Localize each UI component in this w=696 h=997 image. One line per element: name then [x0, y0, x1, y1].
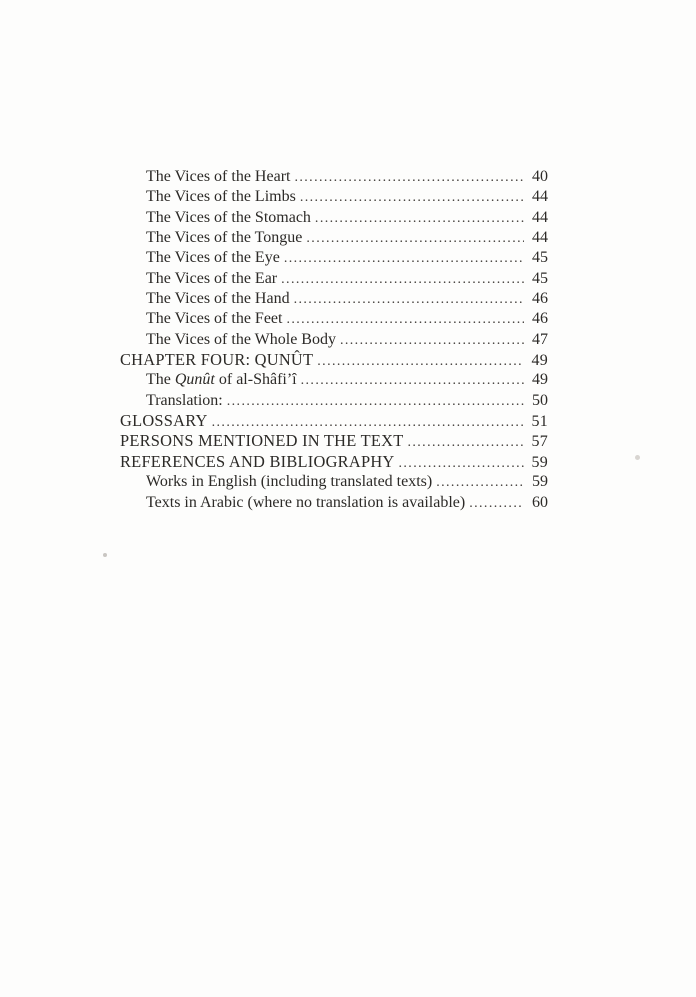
toc-leader-dots	[317, 352, 524, 372]
toc-entry-label: The Qunût of al-Shâfi’î	[146, 371, 297, 389]
toc-entry-label: The Vices of the Eye	[146, 249, 280, 267]
toc-page-number: 59	[531, 453, 548, 471]
toc-entry-label: Works in English (including translated texts)	[146, 473, 433, 491]
toc-entry	[120, 391, 548, 411]
toc-page-number: 47	[532, 330, 548, 348]
toc-leader-dots	[300, 188, 524, 208]
toc-entry-label: The Vices of the Hand	[146, 290, 290, 308]
toc-entry	[120, 269, 548, 289]
toc-leader-dots	[281, 270, 524, 290]
toc-leader-dots	[294, 290, 524, 310]
toc-page-number: 45	[532, 249, 548, 267]
toc-entry-label: The Vices of the Stomach	[146, 208, 311, 226]
toc-entry-label: The Vices of the Feet	[146, 310, 283, 328]
toc-entry	[120, 309, 548, 329]
toc-entry-label: The Vices of the Whole Body	[146, 330, 336, 348]
toc-entry-label: Texts in Arabic (where no translation is available)	[146, 493, 466, 511]
toc-page-number: 44	[532, 229, 548, 247]
toc-entry-label: REFERENCES AND BIBLIOGRAPHY	[120, 451, 395, 471]
toc-page-number: 50	[532, 391, 548, 409]
toc-leader-dots	[399, 454, 525, 474]
toc-leader-dots	[407, 433, 524, 453]
toc-page-number: 45	[532, 269, 548, 287]
toc-page-number: 49	[531, 352, 548, 370]
toc-entry	[120, 452, 548, 472]
toc-entry	[120, 330, 548, 350]
toc-leader-dots	[340, 331, 524, 351]
toc-entry-label: The Vices of the Ear	[146, 269, 278, 287]
toc-page-number: 46	[532, 310, 548, 328]
toc-leader-dots	[436, 473, 524, 493]
toc-entry-label: CHAPTER FOUR: QUNÛT	[120, 350, 314, 370]
toc-page-number: 59	[532, 473, 548, 491]
toc-entry	[120, 289, 548, 309]
toc-leader-dots	[294, 168, 524, 188]
toc-entry	[120, 187, 548, 207]
toc-entry-label: The Vices of the Limbs	[146, 188, 296, 206]
toc-page-number: 49	[532, 371, 548, 389]
toc-entry	[120, 248, 548, 268]
toc-leader-dots	[286, 310, 524, 330]
toc-entry-label: The Vices of the Tongue	[146, 229, 303, 247]
toc-page-number: 46	[532, 290, 548, 308]
toc-entry	[120, 472, 548, 492]
table-of-contents	[120, 167, 548, 513]
toc-page-number: 60	[532, 493, 548, 511]
scan-speck	[635, 455, 640, 460]
toc-leader-dots	[212, 413, 524, 433]
toc-leader-dots	[227, 392, 524, 412]
toc-page-number: 44	[532, 208, 548, 226]
toc-page-number: 40	[532, 168, 548, 185]
toc-leader-dots	[284, 249, 524, 269]
toc-entry	[120, 350, 548, 370]
toc-entry-label: The Vices of the Heart	[146, 168, 291, 185]
toc-entry-label: PERSONS MENTIONED IN THE TEXT	[120, 431, 404, 451]
toc-entry	[120, 370, 548, 390]
toc-entry	[120, 493, 548, 513]
toc-entry	[120, 208, 548, 228]
toc-leader-dots	[469, 494, 524, 514]
scan-speck	[103, 553, 107, 557]
toc-page-number: 44	[532, 188, 548, 206]
toc-entry	[120, 228, 548, 248]
toc-leader-dots	[315, 209, 524, 229]
toc-entry	[120, 431, 548, 451]
toc-page-number: 51	[531, 413, 548, 431]
toc-entry-label: GLOSSARY	[120, 411, 208, 431]
toc-leader-dots	[301, 371, 524, 391]
toc-leader-dots	[306, 229, 524, 249]
toc-entry-label: Translation:	[146, 391, 223, 409]
toc-entry	[120, 411, 548, 431]
toc-entry	[120, 167, 548, 187]
toc-page-number: 57	[531, 433, 548, 451]
